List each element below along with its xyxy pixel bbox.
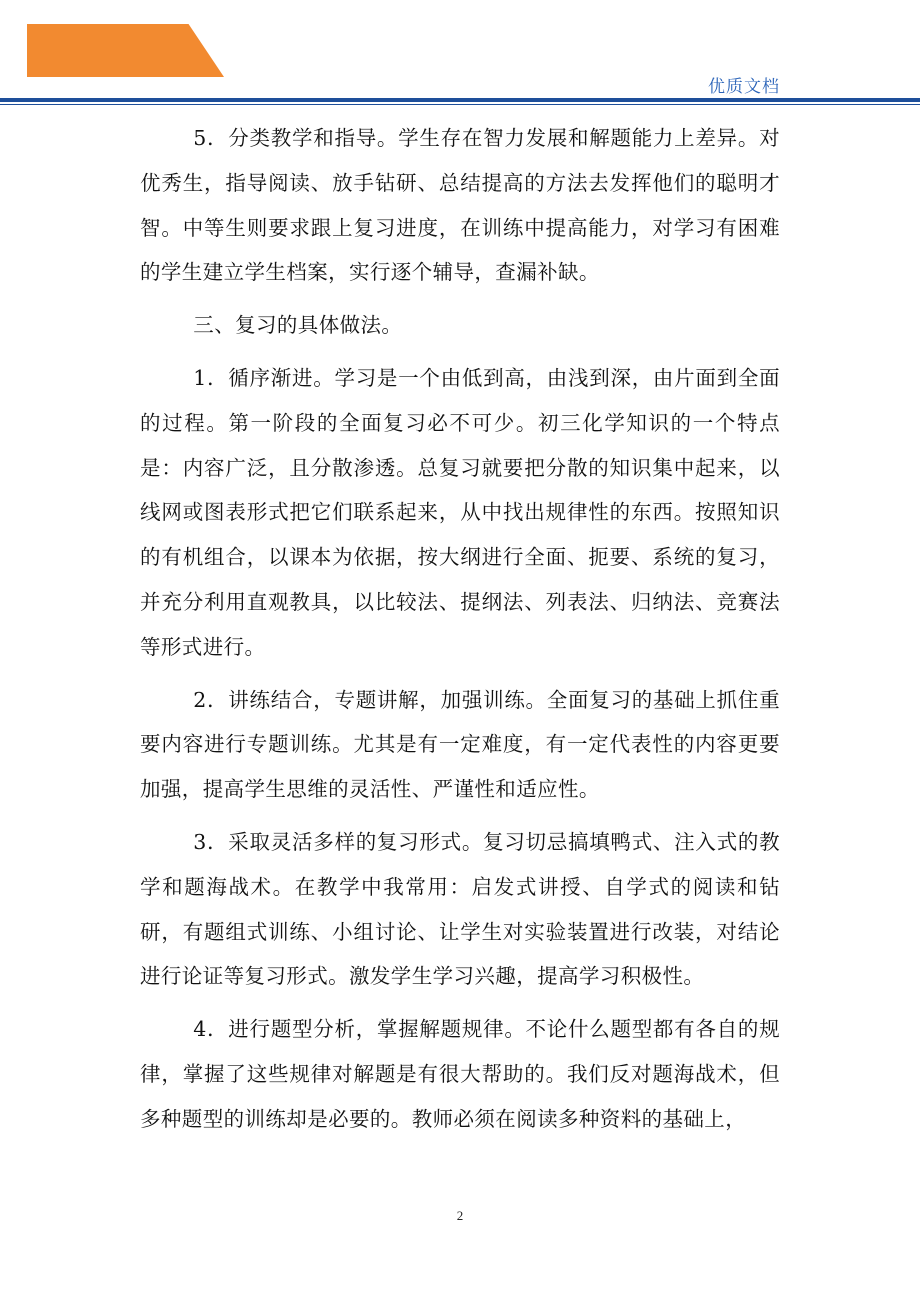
paragraph-1: 5．分类教学和指导。学生存在智力发展和解题能力上差异。对优秀生，指导阅读、放手钻研、总结提高的方法去发挥他们的聪明才智。中等生则要求跟上复习进度，在训练中提高能力，对学习有困难的学生建立学生档案，实行逐个辅导，查漏补缺。 bbox=[140, 126, 780, 285]
paragraph-2: 1．循序渐进。学习是一个由低到高，由浅到深，由片面到全面的过程。第一阶段的全面复习必不可少。初三化学知识的一个特点是：内容广泛，且分散渗透。总复习就要把分散的知识集中起来，以线网或图表形式把它们联系起来，从中找出规律性的东西。按照知识的有机组合，以课本为依据，按大纲进行全面、扼要、系统的复习，并充分利用直观教具，以比较法、提纲法、列表法、归纳法、竞赛法等形式进行。 bbox=[140, 365, 780, 659]
header-rule-thick bbox=[0, 98, 920, 102]
paragraph-4: 3．采取灵活多样的复习形式。复习切忌搞填鸭式、注入式的教学和题海战术。在教学中我常用：启发式讲授、自学式的阅读和钻研，有题组式训练、小组讨论、让学生对实验装置进行改装，对结论进行论证等复习形式。激发学生学习兴趣，提高学习积极性。 bbox=[140, 829, 780, 989]
brand-label: 优质文档 bbox=[708, 77, 780, 97]
paragraph-3: 2．讲练结合，专题讲解，加强训练。全面复习的基础上抓住重要内容进行专题训练。尤其是有一定难度，有一定代表性的内容更要加强，提高学生思维的灵活性、严谨性和适应性。 bbox=[140, 687, 780, 802]
header-orange-tab bbox=[27, 24, 224, 77]
section-heading: 三、复习的具体做法。 bbox=[193, 313, 403, 338]
header-rule-thin bbox=[0, 104, 920, 105]
document-body bbox=[140, 116, 780, 1150]
page-number: 2 bbox=[456, 1208, 464, 1223]
paragraph-5: 4．进行题型分析，掌握解题规律。不论什么题型都有各自的规律，掌握了这些规律对解题是有很大帮助的。我们反对题海战术，但多种题型的训练却是必要的。教师必须在阅读多种资料的基础上， bbox=[140, 1017, 780, 1131]
